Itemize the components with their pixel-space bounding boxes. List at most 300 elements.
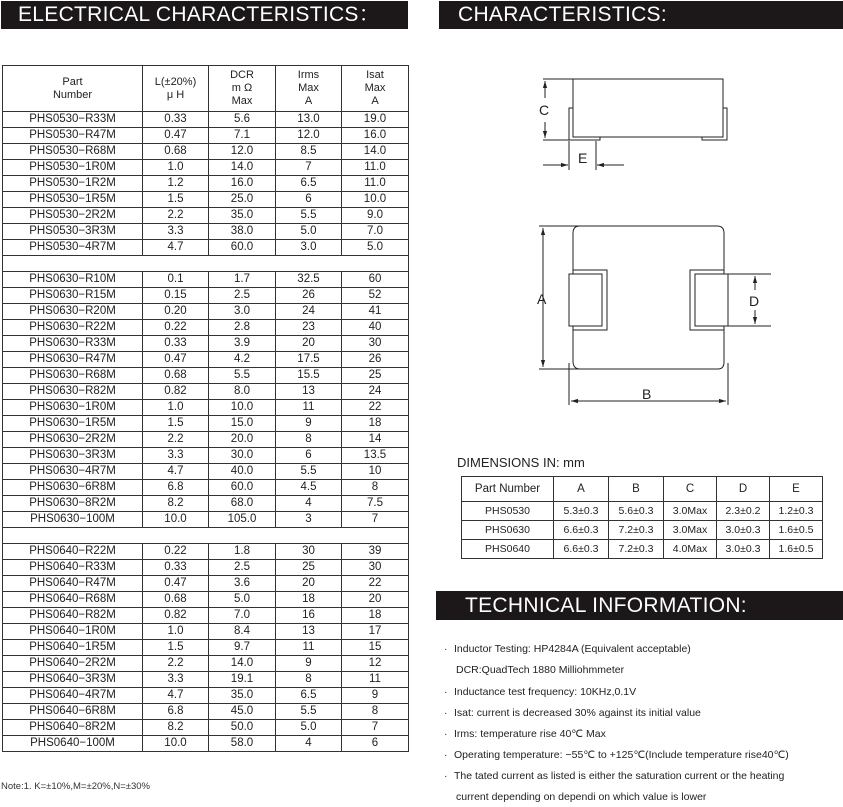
isat-cell: 14.0 bbox=[342, 144, 409, 160]
table-row bbox=[3, 592, 409, 608]
inductance-cell: 1.0 bbox=[143, 400, 209, 416]
column-header: E bbox=[770, 477, 823, 502]
dcr-cell: 7.0 bbox=[209, 608, 276, 624]
table-row bbox=[3, 384, 409, 400]
table-row bbox=[3, 192, 409, 208]
irms-cell: 4 bbox=[276, 496, 342, 512]
column-header-line: A bbox=[304, 95, 313, 107]
table-row bbox=[462, 502, 823, 521]
inductance-cell: 3.3 bbox=[143, 448, 209, 464]
column-header bbox=[276, 66, 342, 112]
table-row bbox=[3, 224, 409, 240]
irms-cell: 5.5 bbox=[276, 208, 342, 224]
technical-info-text: DCR:QuadTech 1880 Milliohmmeter bbox=[456, 664, 625, 676]
inductance-cell: 10.0 bbox=[143, 512, 209, 528]
technical-info-text: Operating temperature: −55℃ to +125℃(Include temperature rise40℃) bbox=[454, 749, 789, 761]
dcr-cell: 7.1 bbox=[209, 128, 276, 144]
table-row bbox=[3, 688, 409, 704]
irms-cell: 26 bbox=[276, 288, 342, 304]
inductance-cell: 0.15 bbox=[143, 288, 209, 304]
column-header-line: Isat bbox=[366, 69, 384, 81]
dcr-cell: 58.0 bbox=[209, 736, 276, 752]
dcr-cell: 14.0 bbox=[209, 160, 276, 176]
table-row bbox=[3, 576, 409, 592]
inductance-cell: 0.47 bbox=[143, 352, 209, 368]
table-row bbox=[3, 512, 409, 528]
column-header-line: Max bbox=[298, 82, 319, 94]
irms-cell: 6.5 bbox=[276, 176, 342, 192]
inductance-cell: 8.2 bbox=[143, 720, 209, 736]
column-header bbox=[3, 66, 143, 112]
part-number-cell: PHS0640−100M bbox=[3, 736, 143, 752]
tolerance-note: Note:1. K=±10%,M=±20%,N=±30% bbox=[1, 781, 150, 792]
part-number-cell: PHS0530−1R2M bbox=[3, 176, 143, 192]
part-number-cell: PHS0640−3R3M bbox=[3, 672, 143, 688]
separator-cell bbox=[3, 256, 409, 272]
inductance-cell: 4.7 bbox=[143, 688, 209, 704]
technical-info-line bbox=[444, 707, 701, 719]
dcr-cell: 4.2 bbox=[209, 352, 276, 368]
part-number-cell: PHS0640−R82M bbox=[3, 608, 143, 624]
isat-cell: 22 bbox=[342, 576, 409, 592]
part-number-cell: PHS0640 bbox=[462, 540, 554, 559]
technical-info-line bbox=[444, 770, 784, 782]
part-number-cell: PHS0640−1R0M bbox=[3, 624, 143, 640]
dcr-cell: 35.0 bbox=[209, 208, 276, 224]
technical-info-line bbox=[444, 791, 706, 803]
dcr-cell: 60.0 bbox=[209, 480, 276, 496]
isat-cell: 9 bbox=[342, 688, 409, 704]
table-row bbox=[3, 480, 409, 496]
isat-cell: 6 bbox=[342, 736, 409, 752]
label-d: D bbox=[749, 293, 760, 309]
isat-cell: 7 bbox=[342, 720, 409, 736]
part-number-cell: PHS0530−R68M bbox=[3, 144, 143, 160]
side-view bbox=[543, 79, 727, 170]
inductance-cell: 0.33 bbox=[143, 336, 209, 352]
column-header-line: Number bbox=[52, 88, 93, 101]
side-body bbox=[573, 79, 723, 137]
technical-info-text: Isat: current is decreased 30% against its initial value bbox=[454, 707, 701, 719]
technical-info-text: Irms: temperature rise 40℃ Max bbox=[454, 728, 606, 740]
table-row bbox=[3, 496, 409, 512]
irms-cell: 7 bbox=[276, 160, 342, 176]
electrical-characteristics-title: ELECTRICAL CHARACTERISTICS： bbox=[1, 1, 408, 29]
inductance-cell: 0.20 bbox=[143, 304, 209, 320]
label-e: E bbox=[578, 150, 588, 166]
isat-cell: 5.0 bbox=[342, 240, 409, 256]
column-header-line: A bbox=[371, 95, 379, 107]
part-number-cell: PHS0530−1R5M bbox=[3, 192, 143, 208]
irms-cell: 6.5 bbox=[276, 688, 342, 704]
irms-cell: 5.5 bbox=[276, 704, 342, 720]
dcr-cell: 10.0 bbox=[209, 400, 276, 416]
part-number-cell: PHS0630−R22M bbox=[3, 320, 143, 336]
bullet-icon: · bbox=[444, 643, 448, 655]
dcr-cell: 14.0 bbox=[209, 656, 276, 672]
irms-cell: 18 bbox=[276, 592, 342, 608]
table-row bbox=[3, 240, 409, 256]
table-row bbox=[3, 656, 409, 672]
dimension-cell: 7.2±0.3 bbox=[609, 521, 664, 540]
part-number-cell: PHS0630−8R2M bbox=[3, 496, 143, 512]
column-header: Part Number bbox=[462, 477, 554, 502]
irms-cell: 15.5 bbox=[276, 368, 342, 384]
inductance-cell: 0.82 bbox=[143, 608, 209, 624]
characteristics-title: CHARACTERISTICS: bbox=[439, 1, 843, 29]
dimension-cell: 1.6±0.5 bbox=[770, 521, 823, 540]
irms-cell: 13 bbox=[276, 624, 342, 640]
irms-cell: 20 bbox=[276, 576, 342, 592]
part-number-cell: PHS0630−R68M bbox=[3, 368, 143, 384]
isat-cell: 14 bbox=[342, 432, 409, 448]
group-separator-row bbox=[3, 256, 409, 272]
dcr-cell: 5.0 bbox=[209, 592, 276, 608]
table-row bbox=[3, 160, 409, 176]
bullet-icon: · bbox=[444, 707, 448, 719]
inductance-cell: 3.3 bbox=[143, 672, 209, 688]
part-number-cell: PHS0630−R10M bbox=[3, 272, 143, 288]
column-header: C bbox=[664, 477, 717, 502]
table-row bbox=[3, 208, 409, 224]
table-row bbox=[3, 464, 409, 480]
table-row bbox=[3, 432, 409, 448]
irms-cell: 9 bbox=[276, 656, 342, 672]
irms-cell: 9 bbox=[276, 416, 342, 432]
table-row bbox=[3, 608, 409, 624]
part-number-cell: PHS0630−1R0M bbox=[3, 400, 143, 416]
part-number-cell: PHS0530 bbox=[462, 502, 554, 521]
inductance-cell: 2.2 bbox=[143, 432, 209, 448]
isat-cell: 52 bbox=[342, 288, 409, 304]
irms-cell: 3 bbox=[276, 512, 342, 528]
dcr-cell: 68.0 bbox=[209, 496, 276, 512]
inductance-cell: 0.68 bbox=[143, 144, 209, 160]
irms-cell: 13 bbox=[276, 384, 342, 400]
irms-cell: 4 bbox=[276, 736, 342, 752]
isat-cell: 39 bbox=[342, 544, 409, 560]
dimension-cell: 5.3±0.3 bbox=[554, 502, 609, 521]
irms-cell: 6 bbox=[276, 448, 342, 464]
bullet-icon: · bbox=[444, 749, 448, 761]
dimension-cell: 3.0Max bbox=[664, 521, 717, 540]
irms-cell: 23 bbox=[276, 320, 342, 336]
inductance-cell: 4.7 bbox=[143, 464, 209, 480]
bullet-icon: · bbox=[444, 728, 448, 740]
isat-cell: 25 bbox=[342, 368, 409, 384]
isat-cell: 7.5 bbox=[342, 496, 409, 512]
dcr-cell: 16.0 bbox=[209, 176, 276, 192]
isat-cell: 19.0 bbox=[342, 112, 409, 128]
dimension-cell: 1.6±0.5 bbox=[770, 540, 823, 559]
irms-cell: 16 bbox=[276, 608, 342, 624]
inductance-cell: 2.2 bbox=[143, 656, 209, 672]
column-header bbox=[209, 66, 276, 112]
dimension-cell: 7.2±0.3 bbox=[609, 540, 664, 559]
inductance-cell: 3.3 bbox=[143, 224, 209, 240]
dcr-cell: 12.0 bbox=[209, 144, 276, 160]
dcr-cell: 105.0 bbox=[209, 512, 276, 528]
part-number-cell: PHS0630 bbox=[462, 521, 554, 540]
dcr-cell: 5.6 bbox=[209, 112, 276, 128]
dcr-cell: 50.0 bbox=[209, 720, 276, 736]
part-number-cell: PHS0630−R82M bbox=[3, 384, 143, 400]
isat-cell: 9.0 bbox=[342, 208, 409, 224]
inductance-cell: 1.0 bbox=[143, 624, 209, 640]
inductance-cell: 1.0 bbox=[143, 160, 209, 176]
isat-cell: 17 bbox=[342, 624, 409, 640]
inductance-cell: 8.2 bbox=[143, 496, 209, 512]
column-header bbox=[143, 66, 209, 112]
technical-info-line bbox=[444, 728, 606, 740]
irms-cell: 8.5 bbox=[276, 144, 342, 160]
inductor-dimension-drawing bbox=[439, 40, 843, 440]
part-number-cell: PHS0640−2R2M bbox=[3, 656, 143, 672]
inductance-cell: 0.22 bbox=[143, 320, 209, 336]
part-number-cell: PHS0630−R20M bbox=[3, 304, 143, 320]
inductance-cell: 6.8 bbox=[143, 480, 209, 496]
irms-cell: 13.0 bbox=[276, 112, 342, 128]
isat-cell: 30 bbox=[342, 336, 409, 352]
dimension-cell: 3.0±0.3 bbox=[717, 521, 770, 540]
table-row bbox=[3, 288, 409, 304]
dcr-cell: 3.6 bbox=[209, 576, 276, 592]
irms-cell: 11 bbox=[276, 640, 342, 656]
part-number-cell: PHS0630−100M bbox=[3, 512, 143, 528]
table-row bbox=[3, 416, 409, 432]
top-view bbox=[539, 226, 771, 405]
isat-cell: 13.5 bbox=[342, 448, 409, 464]
column-header: D bbox=[717, 477, 770, 502]
dcr-cell: 2.5 bbox=[209, 560, 276, 576]
technical-info-text: Inductor Testing: HP4284A (Equivalent acceptable) bbox=[454, 643, 691, 655]
table-row bbox=[462, 521, 823, 540]
inductance-cell: 0.22 bbox=[143, 544, 209, 560]
table-row bbox=[3, 320, 409, 336]
part-number-cell: PHS0640−8R2M bbox=[3, 720, 143, 736]
inductance-cell: 0.33 bbox=[143, 112, 209, 128]
irms-cell: 8 bbox=[276, 672, 342, 688]
inductance-cell: 0.47 bbox=[143, 128, 209, 144]
table-row bbox=[3, 304, 409, 320]
dcr-cell: 38.0 bbox=[209, 224, 276, 240]
label-b: B bbox=[642, 386, 652, 402]
table-row bbox=[3, 448, 409, 464]
irms-cell: 20 bbox=[276, 336, 342, 352]
irms-cell: 5.5 bbox=[276, 464, 342, 480]
part-number-cell: PHS0630−2R2M bbox=[3, 432, 143, 448]
part-number-cell: PHS0630−6R8M bbox=[3, 480, 143, 496]
inductance-cell: 0.47 bbox=[143, 576, 209, 592]
isat-cell: 20 bbox=[342, 592, 409, 608]
part-number-cell: PHS0640−1R5M bbox=[3, 640, 143, 656]
part-number-cell: PHS0530−4R7M bbox=[3, 240, 143, 256]
isat-cell: 11 bbox=[342, 672, 409, 688]
inductance-cell: 0.1 bbox=[143, 272, 209, 288]
dcr-cell: 25.0 bbox=[209, 192, 276, 208]
dcr-cell: 19.1 bbox=[209, 672, 276, 688]
dimension-cell: 3.0±0.3 bbox=[717, 540, 770, 559]
isat-cell: 10.0 bbox=[342, 192, 409, 208]
isat-cell: 8 bbox=[342, 480, 409, 496]
dcr-cell: 8.0 bbox=[209, 384, 276, 400]
column-header-line: m Ω bbox=[231, 82, 253, 94]
irms-cell: 30 bbox=[276, 544, 342, 560]
dimension-cell: 1.2±0.3 bbox=[770, 502, 823, 521]
part-number-cell: PHS0530−R33M bbox=[3, 112, 143, 128]
electrical-characteristics-table bbox=[2, 65, 409, 752]
part-number-cell: PHS0630−3R3M bbox=[3, 448, 143, 464]
table-row bbox=[462, 540, 823, 559]
inductance-cell: 10.0 bbox=[143, 736, 209, 752]
part-number-cell: PHS0630−R33M bbox=[3, 336, 143, 352]
isat-cell: 22 bbox=[342, 400, 409, 416]
table-row bbox=[3, 720, 409, 736]
dimension-cell: 4.0Max bbox=[664, 540, 717, 559]
dcr-cell: 8.4 bbox=[209, 624, 276, 640]
part-number-cell: PHS0630−R15M bbox=[3, 288, 143, 304]
technical-info-text: The tated current as listed is either the saturation current or the heating bbox=[454, 770, 785, 782]
technical-info-line bbox=[444, 749, 789, 761]
right-terminal-top bbox=[695, 274, 728, 326]
column-header-line: μ H bbox=[166, 88, 185, 101]
column-header: A bbox=[554, 477, 609, 502]
table-row bbox=[3, 112, 409, 128]
dcr-cell: 1.7 bbox=[209, 272, 276, 288]
isat-cell: 15 bbox=[342, 640, 409, 656]
isat-cell: 30 bbox=[342, 560, 409, 576]
dimension-cell: 6.6±0.3 bbox=[554, 540, 609, 559]
isat-cell: 8 bbox=[342, 704, 409, 720]
inductance-cell: 0.33 bbox=[143, 560, 209, 576]
bullet-icon: · bbox=[444, 770, 448, 782]
dcr-cell: 15.0 bbox=[209, 416, 276, 432]
dimension-cell: 5.6±0.3 bbox=[609, 502, 664, 521]
inductance-cell: 6.8 bbox=[143, 704, 209, 720]
table-row bbox=[3, 640, 409, 656]
part-number-cell: PHS0640−R33M bbox=[3, 560, 143, 576]
table-row bbox=[3, 624, 409, 640]
part-number-cell: PHS0640−R47M bbox=[3, 576, 143, 592]
table-row bbox=[3, 128, 409, 144]
dcr-cell: 60.0 bbox=[209, 240, 276, 256]
technical-info-line bbox=[444, 643, 691, 655]
dcr-cell: 1.8 bbox=[209, 544, 276, 560]
table-row bbox=[3, 336, 409, 352]
irms-cell: 6 bbox=[276, 192, 342, 208]
table-row bbox=[3, 560, 409, 576]
isat-cell: 12 bbox=[342, 656, 409, 672]
table-row bbox=[3, 672, 409, 688]
isat-cell: 60 bbox=[342, 272, 409, 288]
inductance-cell: 1.2 bbox=[143, 176, 209, 192]
isat-cell: 16.0 bbox=[342, 128, 409, 144]
inductance-cell: 1.5 bbox=[143, 192, 209, 208]
irms-cell: 5.0 bbox=[276, 720, 342, 736]
isat-cell: 11.0 bbox=[342, 176, 409, 192]
table-row bbox=[3, 400, 409, 416]
column-header-line: Max bbox=[364, 82, 386, 94]
isat-cell: 18 bbox=[342, 608, 409, 624]
part-number-cell: PHS0640−R68M bbox=[3, 592, 143, 608]
dcr-cell: 9.7 bbox=[209, 640, 276, 656]
irms-cell: 4.5 bbox=[276, 480, 342, 496]
left-terminal-top bbox=[569, 274, 602, 326]
technical-information-title: TECHNICAL INFORMATION: bbox=[436, 591, 843, 620]
isat-cell: 26 bbox=[342, 352, 409, 368]
part-number-cell: PHS0530−R47M bbox=[3, 128, 143, 144]
irms-cell: 5.0 bbox=[276, 224, 342, 240]
table-row bbox=[3, 144, 409, 160]
irms-cell: 3.0 bbox=[276, 240, 342, 256]
table-row bbox=[3, 352, 409, 368]
dimension-cell: 2.3±0.2 bbox=[717, 502, 770, 521]
part-number-cell: PHS0530−1R0M bbox=[3, 160, 143, 176]
irms-cell: 8 bbox=[276, 432, 342, 448]
isat-cell: 10 bbox=[342, 464, 409, 480]
technical-info-text: current depending on dependi on which value is lower bbox=[456, 791, 707, 803]
dcr-cell: 30.0 bbox=[209, 448, 276, 464]
isat-cell: 41 bbox=[342, 304, 409, 320]
part-number-cell: PHS0530−3R3M bbox=[3, 224, 143, 240]
isat-cell: 7.0 bbox=[342, 224, 409, 240]
dcr-cell: 2.5 bbox=[209, 288, 276, 304]
technical-info-text: Inductance test frequency: 10KHz,0.1V bbox=[454, 686, 637, 698]
separator-cell bbox=[3, 528, 409, 544]
isat-cell: 18 bbox=[342, 416, 409, 432]
part-number-cell: PHS0630−R47M bbox=[3, 352, 143, 368]
table-header-row bbox=[3, 66, 409, 112]
irms-cell: 32.5 bbox=[276, 272, 342, 288]
group-separator-row bbox=[3, 528, 409, 544]
table-row bbox=[3, 176, 409, 192]
irms-cell: 12.0 bbox=[276, 128, 342, 144]
dimensions-table bbox=[461, 476, 823, 559]
dcr-cell: 35.0 bbox=[209, 688, 276, 704]
technical-info-line bbox=[444, 664, 624, 676]
dimension-cell: 3.0Max bbox=[664, 502, 717, 521]
table-row bbox=[3, 704, 409, 720]
label-a: A bbox=[537, 291, 547, 307]
inductance-cell: 0.68 bbox=[143, 368, 209, 384]
column-header bbox=[342, 66, 409, 112]
column-header-line: Irms bbox=[297, 69, 320, 81]
dcr-cell: 5.5 bbox=[209, 368, 276, 384]
table-row bbox=[3, 272, 409, 288]
inductance-cell: 2.2 bbox=[143, 208, 209, 224]
part-number-cell: PHS0630−1R5M bbox=[3, 416, 143, 432]
column-header-line: DCR bbox=[230, 69, 254, 81]
technical-info-line bbox=[444, 686, 636, 698]
dcr-cell: 3.0 bbox=[209, 304, 276, 320]
part-number-cell: PHS0640−R22M bbox=[3, 544, 143, 560]
dimensions-label: DIMENSIONS IN: mm bbox=[457, 455, 585, 470]
table-row bbox=[3, 368, 409, 384]
isat-cell: 11.0 bbox=[342, 160, 409, 176]
inductance-cell: 1.5 bbox=[143, 416, 209, 432]
table-row bbox=[3, 544, 409, 560]
column-header-line: Part bbox=[62, 75, 83, 88]
table-header-row bbox=[462, 477, 823, 502]
dcr-cell: 20.0 bbox=[209, 432, 276, 448]
isat-cell: 24 bbox=[342, 384, 409, 400]
irms-cell: 25 bbox=[276, 560, 342, 576]
dcr-cell: 40.0 bbox=[209, 464, 276, 480]
dimension-cell: 6.6±0.3 bbox=[554, 521, 609, 540]
column-header-line: L(±20%) bbox=[154, 75, 197, 88]
inductance-cell: 4.7 bbox=[143, 240, 209, 256]
dcr-cell: 2.8 bbox=[209, 320, 276, 336]
